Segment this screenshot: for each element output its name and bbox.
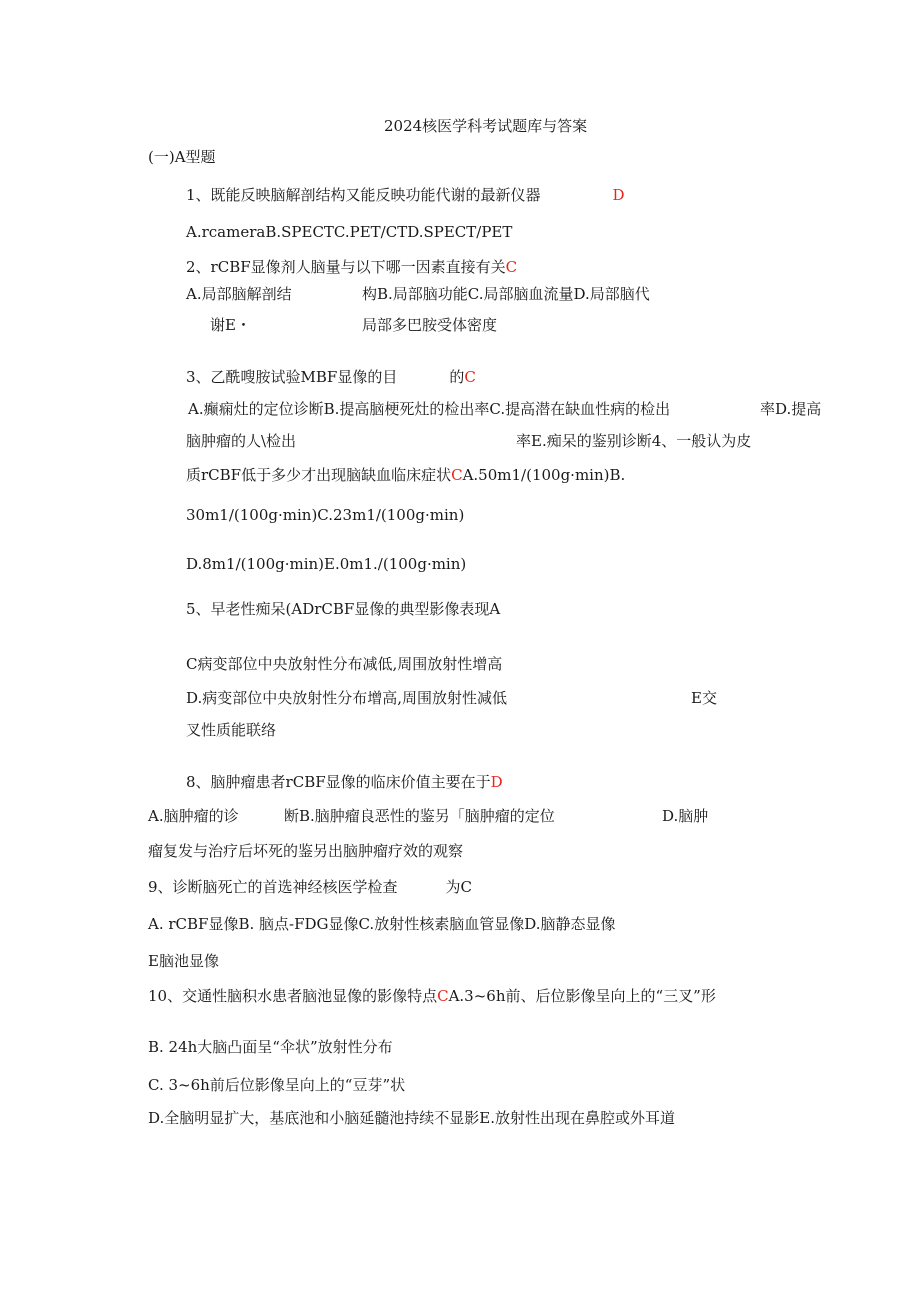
question-3-options-c: 脑肿瘤的人\检出: [186, 432, 297, 450]
question-8-answer: D: [490, 773, 503, 791]
question-10-option-c: C. 3~6h前后位影像呈向上的“豆芽”状: [148, 1076, 406, 1094]
question-5-stem: 5、早老性痴呆(ADrCBF显像的典型影像表现A: [186, 600, 501, 618]
question-4-answer: C: [451, 466, 463, 484]
question-4-options-a: 30m1∕(100g·min)C.23m1∕(100g·min): [186, 506, 465, 524]
question-9-options: A. rCBF显像B. 脑点-FDG显像C.放射性核素脑血管显像D.脑静态显像: [148, 915, 616, 933]
question-8-options-c: D.脑肿: [662, 807, 709, 825]
question-2-options-d: 局部多巴胺受体密度: [362, 316, 498, 334]
question-5-option-c: C病变部位中央放射性分布减低,周围放射性增高: [186, 655, 503, 673]
question-4-line: 质rCBF低于多少才出现脑缺血临床症状CA.50m1∕(100g·min)B.: [186, 466, 626, 484]
question-8-options-d: 瘤复发与治疗后坏死的鉴另出脑肿瘤疗效的观察: [148, 842, 464, 860]
question-5-option-d: D.病变部位中央放射性分布增高,周围放射性减低: [186, 689, 508, 707]
question-3-options-a: A.癫痫灶的定位诊断B.提高脑梗死灶的检出率C.提高潜在缺血性病的检出: [188, 400, 671, 418]
question-9-option-e: E脑池显像: [148, 952, 219, 970]
question-1-stem: 1、既能反映脑解剖结构又能反映功能代谢的最新仪器 D: [186, 186, 625, 204]
question-10-stem: 10、交通性脑积水患者脑池显像的影像特点CA.3~6h前、后位影像呈向上的“三叉”形: [148, 987, 716, 1005]
page-title: 2024核医学科考试题库与答案: [384, 117, 588, 135]
question-10-option-d: D.全脑明显扩大，基底池和小脑延髓池持续不显影E.放射性出现在鼻腔或外耳道: [148, 1109, 675, 1127]
question-2-options-c: 谢E・: [210, 316, 251, 334]
question-5-option-e-cont: 叉性质能联络: [186, 721, 277, 739]
question-5-option-e: E交: [691, 689, 717, 707]
question-10-option-b: B. 24h大脑凸面呈“伞状”放射性分布: [148, 1038, 393, 1056]
question-3-stem: 3、乙酰嗖胺试验MBF显像的目 的C: [186, 368, 476, 386]
question-3-options-b: 率D.提高: [760, 400, 822, 418]
question-8-stem: 8、脑肿瘤患者rCBF显像的临床价值主要在于D: [186, 773, 503, 791]
question-3-answer: C: [464, 368, 476, 386]
question-2-options-b: 构B.局部脑功能C.局部脑血流量D.局部脑代: [362, 285, 650, 303]
question-8-options-a: A.脑肿瘤的诊: [148, 807, 239, 825]
question-4-options-b: D.8m1∕(100g·min)E.0m1./(100g·min): [186, 555, 467, 573]
question-2-answer: C: [505, 258, 518, 276]
question-2-stem: 2、rCBF显像剂人脑量与以下哪一因素直接有关C: [186, 258, 518, 276]
section-heading: (一)A型题: [148, 148, 216, 166]
question-2-options-a: A.局部脑解剖结: [186, 285, 292, 303]
question-1-options: A.rcameraB.SPECTC.PET/CTD.SPECT/PET: [186, 223, 513, 241]
question-3-options-d: 率E.痴呆的鉴别诊断4、一般认为皮: [516, 432, 752, 450]
question-8-options-b: 断B.脑肿瘤良恶性的鉴另「脑肿瘤的定位: [284, 807, 555, 825]
question-10-answer: C: [437, 987, 449, 1005]
question-9-stem: 9、诊断脑死亡的首选神经核医学检查 为C: [148, 878, 473, 896]
question-1-answer: D: [612, 186, 625, 204]
